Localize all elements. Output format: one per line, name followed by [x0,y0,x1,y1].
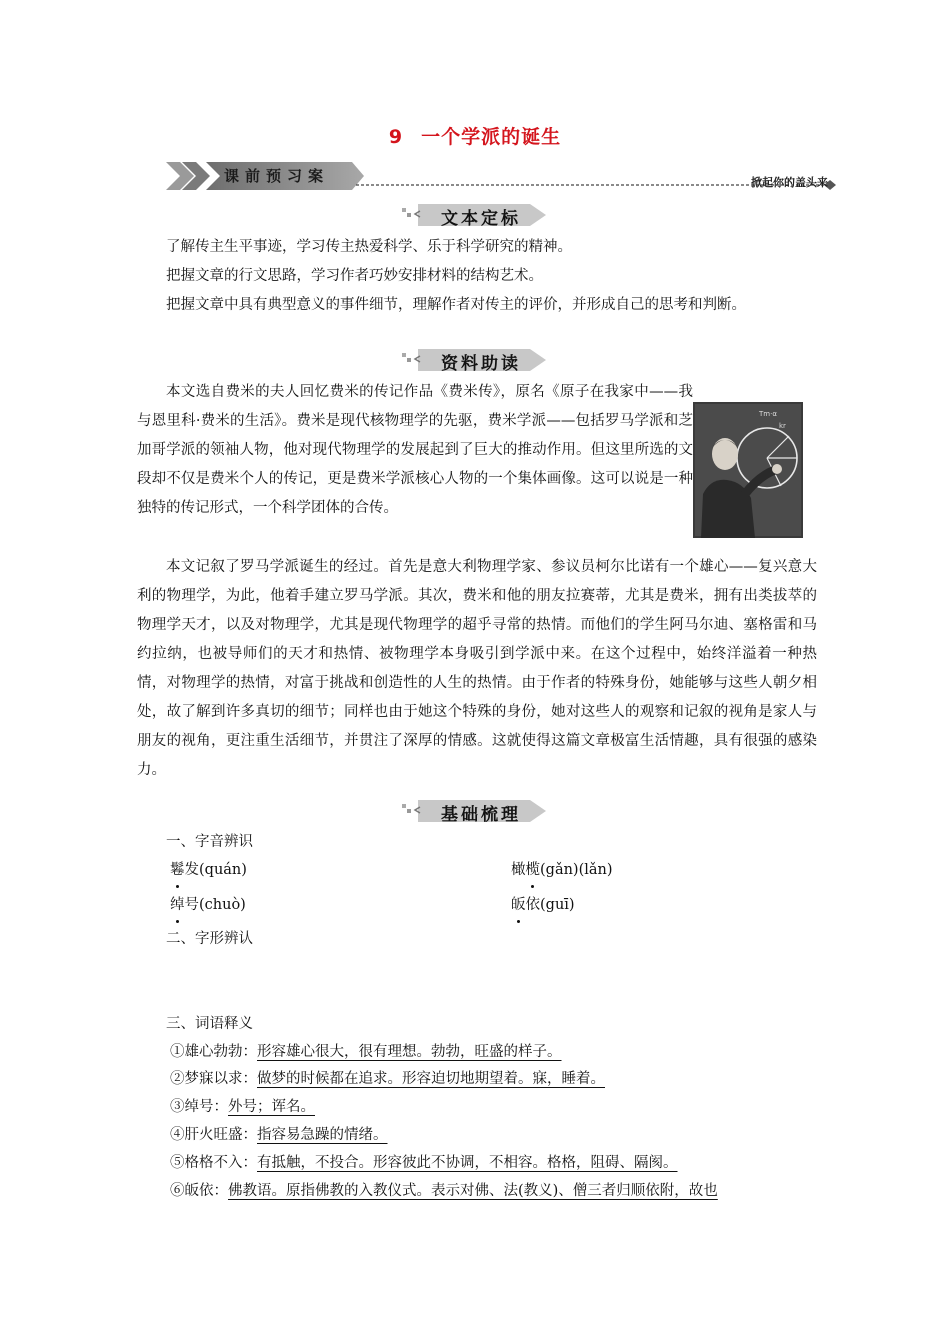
part2-title: 二、字形辨认 [166,931,253,947]
reading-paragraph-1: 本文选自费米的夫人回忆费米的传记作品《费米传》，原名《原子在我家中——我与恩里科·费米的生活》。费米是现代核物理学的先驱，费米学派——包括罗马学派和芝加哥学派的领袖人物，他对现代物理学的发展起到了巨大的推动作用。但这里所选的文段却不仅是费米个人的传记，更是费米学派核心人物的一个集体画像。这可以说是一种独特的传记形式，一个科学团体的合传。 [137,384,693,516]
banner-right-text: 掀起你的盖头来 [751,176,828,189]
definition-meaning: 指容易急躁的情绪。 [257,1127,388,1143]
lesson-number: 9 [388,126,404,148]
heading-label: 文本定标 [441,209,521,229]
reading-paragraph-2: 本文记叙了罗马学派诞生的经过。首先是意大利物理学家、参议员柯尔比诺有一个雄心——复兴意大利的物理学，为此，他着手建立罗马学派。其次，费米和他的朋友拉赛蒂，尤其是费米，拥有出类拔萃的物理学天才，以及对物理学，尤其是现代物理学的超乎寻常的热情。而他们的学生阿马尔迪、塞格雷和马约拉纳，也被导师们的天才和热情、被物理学本身吸引到学派中来。在这个过程中，始终洋溢着一种热情，对物理学的热情，对富于挑战和创造性的人生的热情。由于作者的特殊身份，她能够与这些人朝夕相处，故了解到许多真切的细节；同样也由于她这个特殊的身份，她对这些人的观察和记叙的视角是家人与朋友的视角，更注重生活细节，并贯注了深厚的情感。这就使得这篇文章极富生活情趣，具有很强的感染力。 [137,559,817,778]
definition-meaning: 外号；诨名。 [228,1099,315,1115]
definition-item-6 [170,1179,718,1203]
definition-meaning: 有抵触，不投合。形容彼此不协调，不相容。格格，阻碍、隔阂。 [257,1155,678,1171]
part1-title: 一、字音辨识 [166,834,253,850]
goal-paragraph-3: 把握文章中具有典型意义的事件细节，理解作者对传主的评价，并形成自己的思考和判断。 [166,297,746,313]
pronunciation-item-2: 橄榄(gǎn)(lǎn) [511,858,613,882]
emphasis-dot-char: 绰 [170,893,185,917]
definition-term: ②梦寐以求： [170,1071,257,1087]
definition-term: ⑤格格不入： [170,1155,257,1171]
section-heading-reading [400,346,550,374]
photo-spacer [693,407,817,557]
definition-item-3 [170,1095,315,1119]
svg-text:Tm·α: Tm·α [759,410,777,418]
pronunciation-item-1: 鬈发(quán) [170,858,247,882]
definition-term: ③绰号： [170,1099,228,1115]
definition-term: ④肝火旺盛： [170,1127,257,1143]
definition-meaning: 形容雄心很大，很有理想。勃勃，旺盛的样子。 [257,1044,562,1060]
definition-item-1 [170,1040,562,1064]
section-heading-basics [400,797,550,825]
part3-title: 三、词语释义 [166,1016,253,1032]
definition-meaning: 做梦的时候都在追求。形容迫切地期望着。寐，睡着。 [257,1071,605,1087]
definition-item-5 [170,1151,678,1175]
goal-paragraph-2: 把握文章的行文思路，学习作者巧妙安排材料的结构艺术。 [166,268,543,284]
definition-item-4 [170,1123,388,1147]
definition-term: ⑥皈依： [170,1183,228,1199]
emphasis-dot-char: 榄 [526,858,541,882]
pronunciation-item-4: 皈依(guī) [511,893,575,917]
goal-paragraph-1: 了解传主生平事迹，学习传主热爱科学、乐于科学研究的精神。 [166,239,572,255]
emphasis-dot-char: 鬈 [170,858,185,882]
pronunciation-item-3: 绰号(chuò) [170,893,246,917]
reading-paragraph-1-first-line [137,378,817,557]
definition-term: ①雄心勃勃： [170,1044,257,1060]
lesson-title: 一个学派的诞生 [421,126,562,148]
page-title [0,122,950,149]
definition-meaning: 佛教语。原指佛教的入教仪式。表示对佛、法(教义)、僧三者归顺依附，故也 [228,1183,718,1199]
section-heading-goals [400,201,550,229]
heading-label: 基础梳理 [441,805,521,825]
emphasis-dot-char: 皈 [511,893,526,917]
heading-label: 资料助读 [441,354,521,374]
definition-item-2 [170,1067,605,1091]
svg-text:kr: kr [779,422,786,430]
banner-label: 课前预习案 [224,167,330,185]
